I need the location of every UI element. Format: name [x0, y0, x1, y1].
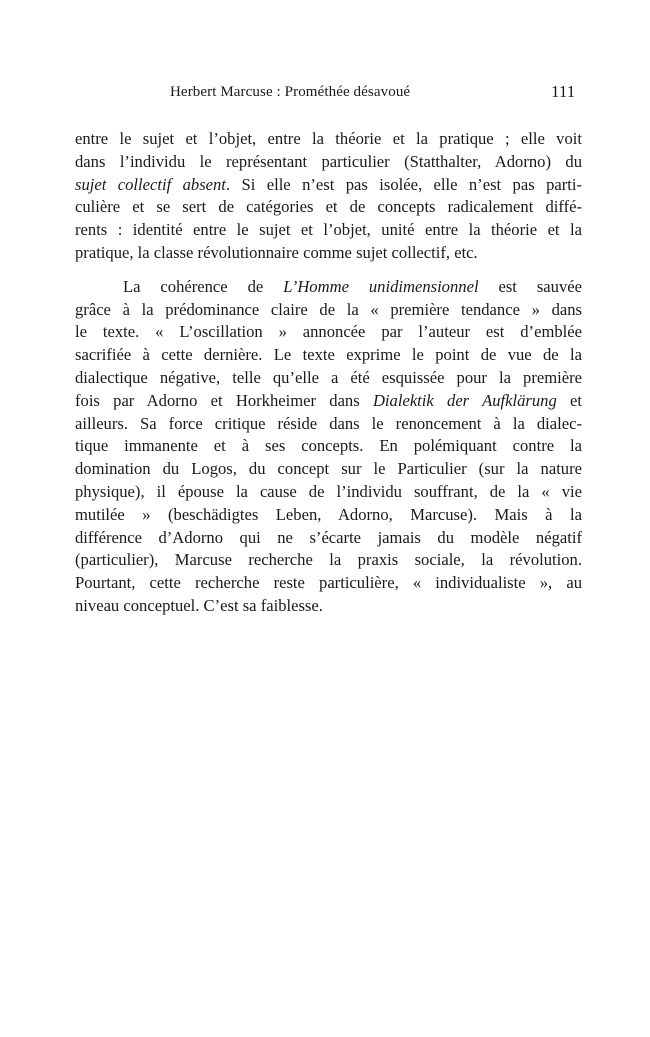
page-number: 111: [551, 82, 576, 101]
text-line: [75, 390, 582, 413]
text-line: [75, 595, 582, 618]
text-run: domination du Logos, du concept sur le Particulier (sur la nature: [75, 459, 582, 479]
paragraph-gap: [75, 265, 582, 276]
text-run: dialectique négative, telle qu’elle a été esquissée pour la première: [75, 367, 582, 387]
text-line: [75, 242, 582, 265]
text-run: tique immanente et à ses concepts. En polémiquant contre la: [75, 436, 582, 456]
italic-text: L’Homme unidimensionnel: [283, 276, 479, 296]
text-run: grâce à la prédominance claire de la « première tendance » dans: [75, 299, 582, 319]
text-line: [75, 572, 582, 595]
text-run: niveau conceptuel. C’est sa faiblesse.: [75, 595, 323, 615]
text-line: [75, 321, 582, 344]
text-line: [75, 128, 582, 151]
text-line: [75, 276, 582, 299]
italic-text: Dialektik der Aufklärung: [372, 390, 557, 410]
text-line: [75, 299, 582, 322]
text-run: différence d’Adorno qui ne s’écarte jamais du modèle négatif: [75, 527, 582, 547]
text-run: et: [556, 390, 582, 410]
text-line: [75, 413, 582, 436]
paragraph: [75, 276, 582, 618]
text-run: Pourtant, cette recherche reste particulière, « individualiste », au: [75, 573, 582, 593]
text-run: sacrifiée à cette dernière. Le texte exprime le point de vue de la: [75, 345, 582, 365]
text-run: (particulier), Marcuse recherche la praxis sociale, la révolution.: [75, 550, 582, 570]
text-run: entre le sujet et l’objet, entre la théorie et la pratique ; elle voit: [75, 129, 582, 148]
paragraph: [75, 128, 582, 265]
text-line: [75, 174, 582, 197]
text-line: [75, 344, 582, 367]
text-run: physique), il épouse la cause de l’individu souffrant, de la « vie: [75, 481, 582, 501]
text-line: [75, 458, 582, 481]
italic-text: sujet collectif absent: [75, 174, 226, 194]
text-run: La cohérence de: [123, 276, 284, 296]
text-run: pratique, la classe révolutionnaire comme sujet collectif, etc.: [75, 242, 478, 262]
text-run: le texte. « L’oscillation » annoncée par l’auteur est d’emblée: [75, 322, 582, 342]
text-run: ailleurs. Sa force critique réside dans le renoncement à la dialec-: [75, 413, 582, 433]
body-text: [75, 128, 582, 618]
text-line: [75, 527, 582, 550]
text-run: . Si elle n’est pas isolée, elle n’est pas parti-: [225, 174, 582, 194]
text-line: [75, 504, 582, 527]
text-line: [75, 549, 582, 572]
text-run: culière et se sert de catégories et de concepts radicalement diffé-: [75, 197, 582, 217]
running-head-title: Herbert Marcuse : Prométhée désavoué: [170, 84, 411, 100]
text-line: [75, 435, 582, 458]
text-run: mutilée » (beschädigtes Leben, Adorno, Marcuse). Mais à la: [75, 504, 582, 524]
text-line: [75, 151, 582, 174]
text-line: [75, 481, 582, 504]
text-line: [75, 367, 582, 390]
text-line: [75, 196, 582, 219]
text-run: rents : identité entre le sujet et l’objet, unité entre la théorie et la: [75, 220, 582, 240]
text-run: est sauvée: [478, 276, 582, 296]
text-line: [75, 219, 582, 242]
text-run: dans l’individu le représentant particulier (Statthalter, Adorno) du: [75, 151, 582, 171]
text-run: fois par Adorno et Horkheimer dans: [75, 390, 373, 410]
